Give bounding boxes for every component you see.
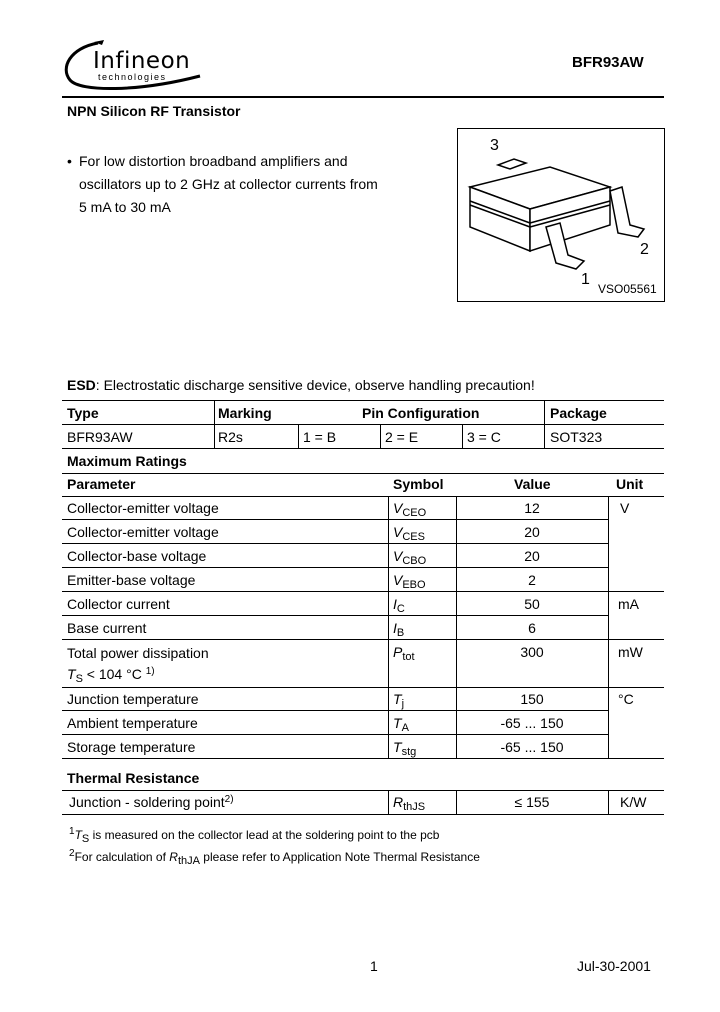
- param: Ambient temperature: [67, 715, 198, 731]
- param: Base current: [67, 620, 147, 636]
- col-unit: Unit: [616, 476, 644, 492]
- page-title: NPN Silicon RF Transistor: [67, 103, 241, 119]
- feature-line: 5 mA to 30 mA: [79, 199, 171, 215]
- unit: V: [620, 500, 630, 516]
- bullet: •: [67, 153, 72, 169]
- value: ≤ 155: [514, 794, 550, 810]
- param: Collector-emitter voltage: [67, 524, 219, 540]
- rule: [62, 814, 664, 815]
- package-code: VSO05561: [598, 282, 657, 296]
- logo-wordmark: Infineon: [93, 48, 191, 74]
- rule: [62, 400, 664, 401]
- param-condition: $T_S < 104$ °C $^{1)}$: [67, 666, 155, 685]
- rule: [214, 400, 215, 448]
- col-parameter: Parameter: [67, 476, 136, 492]
- param: Total power dissipation: [67, 645, 209, 661]
- unit: °C: [618, 691, 634, 707]
- col-type: Type: [67, 405, 99, 421]
- value: -65 ... 150: [500, 715, 564, 731]
- rule: [62, 591, 664, 592]
- value: 150: [520, 691, 544, 707]
- rule: [456, 496, 457, 758]
- marking-value: R2s: [218, 429, 243, 445]
- pin-2-label: 2: [640, 241, 649, 258]
- symbol: $I_B$: [393, 620, 405, 639]
- symbol: $V_{CES}$: [393, 524, 425, 543]
- pin-1-label: 1: [581, 271, 590, 288]
- pin-3-label: 3: [490, 137, 499, 154]
- rule: [62, 424, 664, 425]
- rule: [388, 790, 389, 814]
- esd-notice: [67, 377, 535, 393]
- param: Emitter-base voltage: [67, 572, 196, 588]
- rule: [62, 496, 664, 497]
- header-rule: [62, 96, 664, 98]
- value: 20: [524, 524, 540, 540]
- rule: [62, 473, 664, 474]
- esd-text: : Electrostatic discharge sensitive device, observe handling precaution!: [95, 377, 535, 393]
- pin-3-value: 3 = C: [467, 429, 501, 445]
- symbol: $P_{tot}$: [393, 644, 415, 663]
- symbol: $T_{stg}$: [393, 739, 417, 758]
- col-package: Package: [550, 405, 607, 421]
- pin-2-value: 2 = E: [385, 429, 419, 445]
- col-marking: Marking: [218, 405, 272, 421]
- rule: [62, 543, 608, 544]
- symbol: $V_{CBO}$: [393, 548, 427, 567]
- rule: [62, 710, 608, 711]
- rule: [380, 424, 381, 448]
- value: 2: [528, 572, 536, 588]
- param: Collector current: [67, 596, 170, 612]
- param: Junction - soldering point$^{2)}$: [69, 794, 234, 810]
- rule: [462, 424, 463, 448]
- part-number: BFR93AW: [572, 54, 644, 71]
- infineon-logo: [58, 36, 208, 96]
- rule: [62, 687, 664, 688]
- rule: [62, 448, 664, 449]
- param: Collector-emitter voltage: [67, 500, 219, 516]
- unit: mW: [618, 644, 643, 660]
- page-number: 1: [370, 958, 378, 974]
- value: 20: [524, 548, 540, 564]
- col-pin-config: Pin Configuration: [362, 405, 480, 421]
- section-title: Thermal Resistance: [67, 770, 200, 786]
- type-value: BFR93AW: [67, 429, 133, 445]
- symbol: $I_C$: [393, 596, 405, 615]
- symbol: $R_{thJS}$: [393, 794, 426, 813]
- rule: [456, 790, 457, 814]
- rule: [544, 400, 545, 448]
- rule: [62, 790, 664, 791]
- package-value: SOT323: [550, 429, 603, 445]
- section-title: Maximum Ratings: [67, 453, 187, 469]
- esd-label: ESD: [67, 377, 96, 393]
- value: 6: [528, 620, 536, 636]
- unit: mA: [618, 596, 639, 612]
- symbol: $V_{EBO}$: [393, 572, 426, 591]
- feature-line: For low distortion broadband amplifiers and: [79, 153, 348, 169]
- unit: K/W: [620, 794, 647, 810]
- col-value: Value: [514, 476, 551, 492]
- pin-1-value: 1 = B: [303, 429, 337, 445]
- rule: [62, 615, 608, 616]
- footnote: $^2$For calculation of $R_{thJA}$ please refer to Application Note Thermal Resistance: [69, 848, 480, 867]
- rule: [62, 758, 664, 759]
- feature-line: oscillators up to 2 GHz at collector currents from: [79, 176, 378, 192]
- rule: [62, 567, 608, 568]
- document-date: Jul-30-2001: [577, 958, 651, 974]
- rule: [608, 496, 609, 758]
- value: -65 ... 150: [500, 739, 564, 755]
- rule: [62, 519, 608, 520]
- footnote: $^1T_S$ is measured on the collector lead at the soldering point to the pcb: [69, 826, 440, 845]
- param: Junction temperature: [67, 691, 199, 707]
- rule: [298, 424, 299, 448]
- value: 50: [524, 596, 540, 612]
- param: Collector-base voltage: [67, 548, 207, 564]
- symbol: $T_j$: [393, 691, 405, 710]
- sot323-package-icon: [458, 129, 664, 301]
- symbol: $T_A$: [393, 715, 409, 734]
- rule: [62, 639, 664, 640]
- logo-subtitle: technologies: [98, 72, 167, 82]
- value: 300: [520, 644, 544, 660]
- col-symbol: Symbol: [393, 476, 444, 492]
- rule: [608, 790, 609, 814]
- value: 12: [524, 500, 540, 516]
- package-figure: [457, 128, 665, 302]
- symbol: $V_{CEO}$: [393, 500, 427, 519]
- rule: [62, 734, 608, 735]
- param: Storage temperature: [67, 739, 196, 755]
- rule: [388, 496, 389, 758]
